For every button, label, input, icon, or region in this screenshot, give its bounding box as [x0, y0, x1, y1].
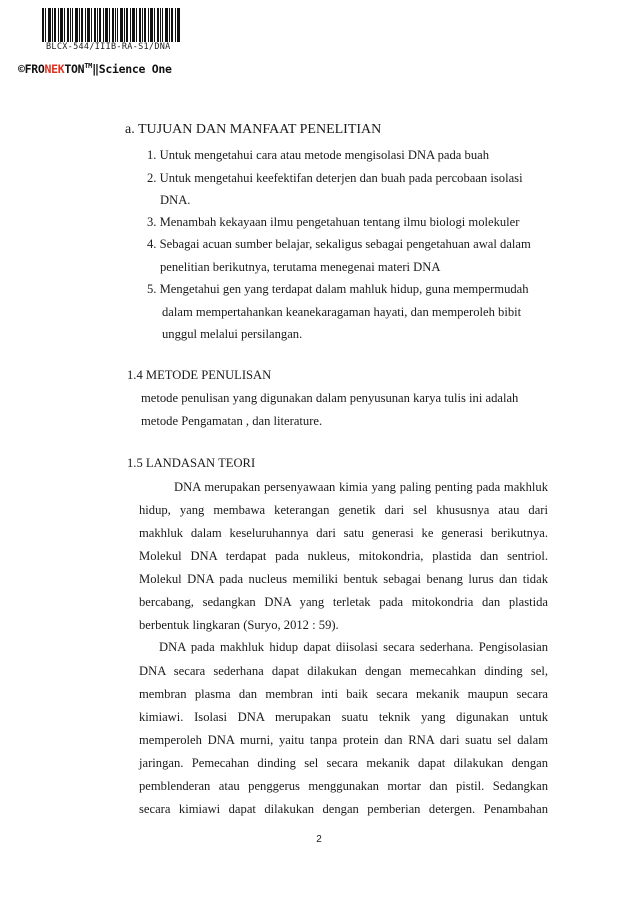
paragraph-line: hidup, yang membawa keterangan genetik dari sel khususnya atau dari	[139, 503, 548, 517]
section-a-line: 4. Sebagai acuan sumber belajar, sekaligus sebagai pengetahuan awal dalam	[147, 237, 531, 251]
paragraph-line: makhluk dalam keseluruhannya dari satu generasi ke generasi berikutnya.	[139, 526, 548, 540]
paragraph-line: DNA pada makhluk hidup dapat diisolasi secara sederhana. Pengisolasian	[159, 640, 548, 654]
paragraph-line: Molekul DNA pada nucleus memiliki bentuk sebagai benang lurus dan tidak	[139, 572, 548, 586]
paragraph-line: memperoleh DNA murni, yaitu tanpa protein dan RNA dari suatu sel dalam	[139, 733, 548, 747]
section-14-line: metode penulisan yang digunakan dalam penyusunan karya tulis ini adalah	[141, 391, 519, 405]
paragraph-line: Molekul DNA terdapat pada nukleus, mitokondria, plastida dan sentriol.	[139, 549, 548, 563]
paragraph-line: jaringan. Pemecahan dinding sel secara mekanik dapat dilakukan dengan	[139, 756, 548, 770]
barcode	[42, 8, 180, 42]
section-15-heading: 1.5 LANDASAN TEORI	[127, 456, 256, 470]
paragraph-line: bercabang, sedangkan DNA yang terletak pada mitokondria dan plastida	[139, 595, 548, 609]
brand-prefix: ©FRO	[18, 62, 45, 76]
brand-tm: TM	[84, 62, 93, 70]
section-a-line: DNA.	[160, 193, 191, 207]
section-14-heading: 1.4 METODE PENULISAN	[127, 368, 272, 382]
barcode-code: BLCX-544/IIIB-RA-S1/DNA	[46, 42, 171, 52]
brand-tail: ‖Science One	[92, 62, 172, 76]
paragraph-line: membran plasma dan membran inti baik secara mekanik maupun secara	[139, 687, 548, 701]
paragraph-line: berbentuk lingkaran (Suryo, 2012 : 59).	[139, 618, 339, 632]
section-a-line: 5. Mengetahui gen yang terdapat dalam mahluk hidup, guna mempermudah	[147, 282, 529, 296]
brand-suffix: TON	[64, 62, 85, 76]
section-a-heading: a. TUJUAN DAN MANFAAT PENELITIAN	[125, 122, 382, 137]
section-a-line: 2. Untuk mengetahui keefektifan deterjen dan buah pada percobaan isolasi	[147, 171, 523, 185]
section-a-line: unggul melalui persilangan.	[162, 327, 303, 341]
brand-line	[18, 62, 172, 76]
brand-red: NEK	[44, 62, 65, 76]
paragraph-line: kimiawi. Isolasi DNA merupakan suatu teknik yang digunakan untuk	[139, 710, 548, 724]
section-a-line: 3. Menambah kekayaan ilmu pengetahuan tentang ilmu biologi molekuler	[147, 215, 520, 229]
section-a-line: 1. Untuk mengetahui cara atau metode mengisolasi DNA pada buah	[147, 148, 490, 162]
section-a-line: penelitian berikutnya, terutama menegenai materi DNA	[160, 260, 441, 274]
section-a-line: dalam mempertahankan keanekaragaman hayati, dan memperoleh bibit	[162, 305, 522, 319]
paragraph-line: pemblenderan atau penggerus menggunakan mortar dan pistil. Sedangkan	[139, 779, 548, 793]
paragraph-line: DNA secara sederhana dapat dilakukan dengan memecahkan dinding sel,	[139, 664, 548, 678]
page-number: 2	[316, 834, 322, 845]
section-14-line: metode Pengamatan , dan literature.	[141, 414, 323, 428]
paragraph-line: secara kimiawi dapat dilakukan dengan pemberian detergen. Penambahan	[139, 802, 548, 816]
paragraph-line: DNA merupakan persenyawaan kimia yang paling penting pada makhluk	[174, 480, 548, 494]
